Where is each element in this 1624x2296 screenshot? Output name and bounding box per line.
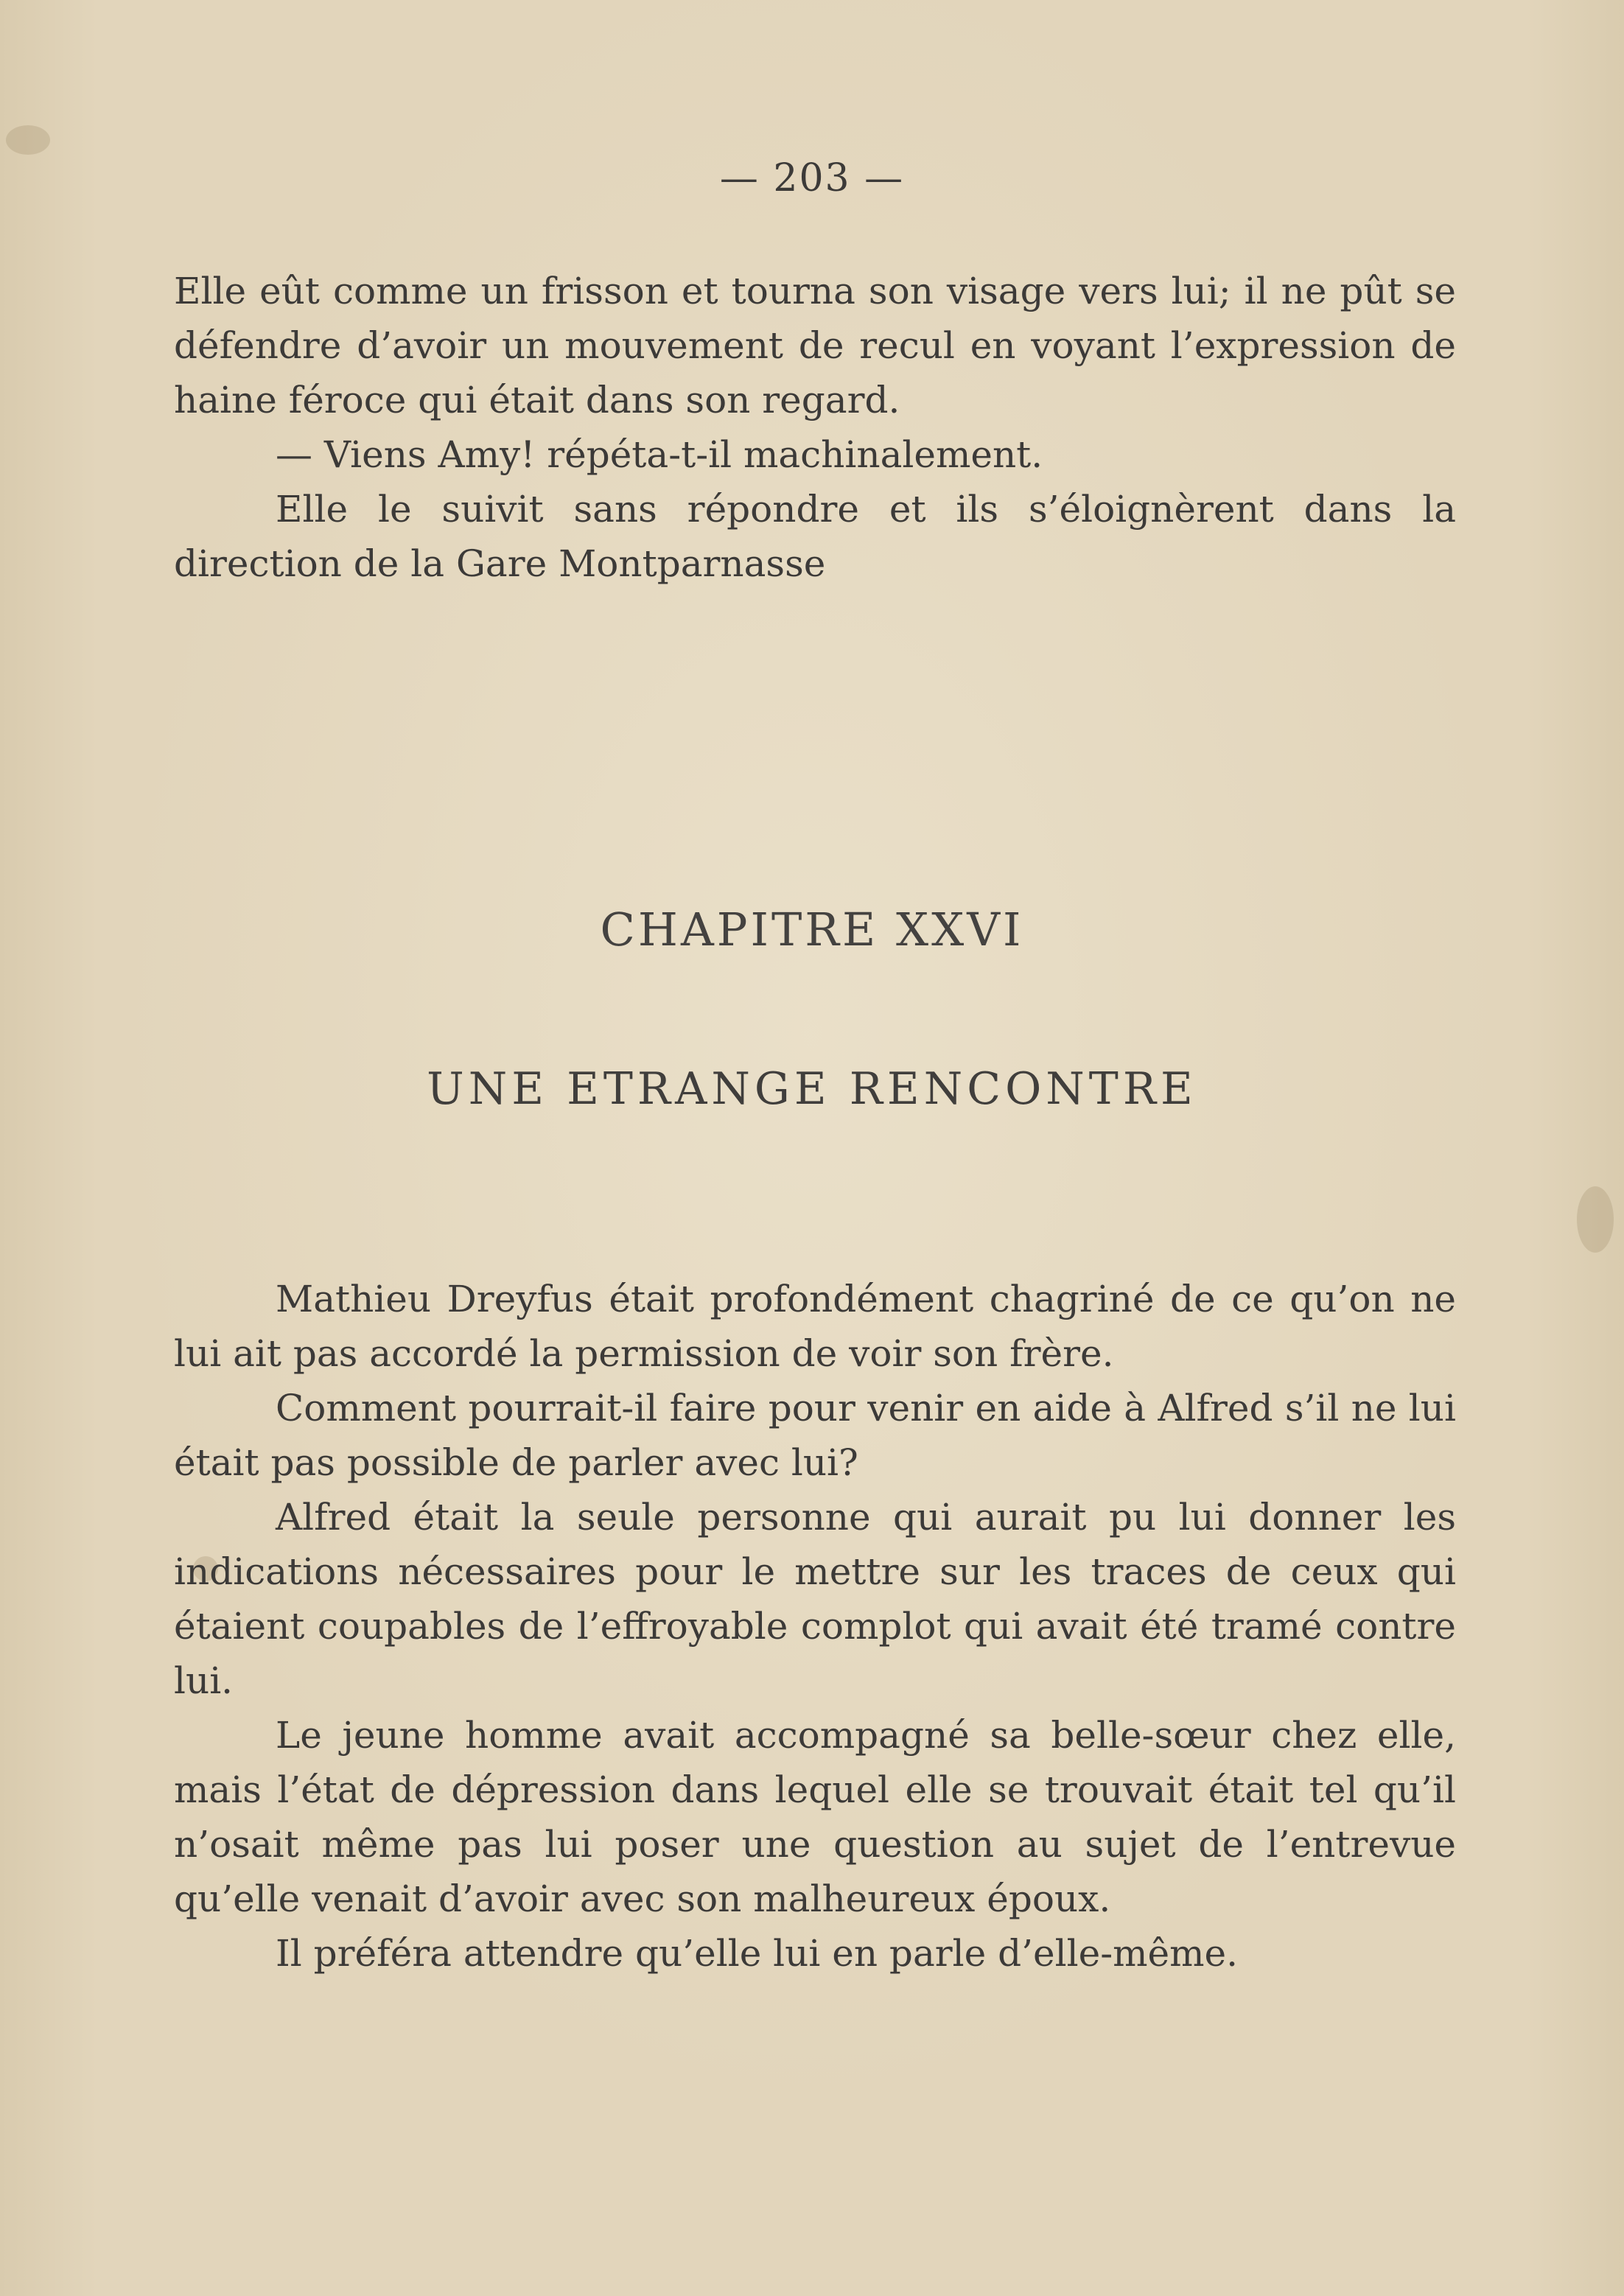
page-number: — 203 —: [719, 156, 905, 200]
paragraph: Le jeune homme avait accompagné sa belle-sœur chez elle, mais l’état de dépression dans lequel elle se trouvait était tel qu’il n’osait même pas lui poser une question au sujet de l’entrevue qu’elle venait d’avoir avec son malheureux époux.: [174, 1714, 1456, 1920]
paragraph: Comment pourrait-il faire pour venir en aide à Alfred s’il ne lui était pas possible de parler avec lui?: [174, 1387, 1456, 1484]
paragraph: Mathieu Dreyfus était profondément chagriné de ce qu’on ne lui ait pas accordé la permission de voir son frère.: [174, 1278, 1456, 1375]
bottom-text-block: [174, 1272, 1456, 1981]
paper-stain: [6, 125, 50, 155]
paragraph: Alfred était la seule personne qui aurait pu lui donner les indications nécessaires pour le mettre sur les traces de ceux qui étaient coupables de l’effroyable complot qui avait été tramé contre lui.: [174, 1496, 1456, 1702]
paragraph: Elle eût comme un frisson et tourna son visage vers lui; il ne pût se défendre d’avoir un mouvement de recul en voyant l’expression de haine féroce qui était dans son regard.: [174, 270, 1456, 421]
paragraph: Elle le suivit sans répondre et ils s’éloignèrent dans la direction de la Gare Montparnasse: [174, 488, 1456, 585]
paragraph: — Viens Amy! répéta-t-il machinalement.: [276, 433, 1043, 476]
chapter-title: UNE ETRANGE RENCONTRE: [427, 1063, 1197, 1115]
paragraph: Il préféra attendre qu’elle lui en parle d’elle-même.: [276, 1932, 1238, 1975]
top-text-block: [174, 264, 1456, 591]
paper-stain: [1577, 1186, 1614, 1253]
chapter-number: CHAPITRE XXVI: [600, 903, 1024, 956]
